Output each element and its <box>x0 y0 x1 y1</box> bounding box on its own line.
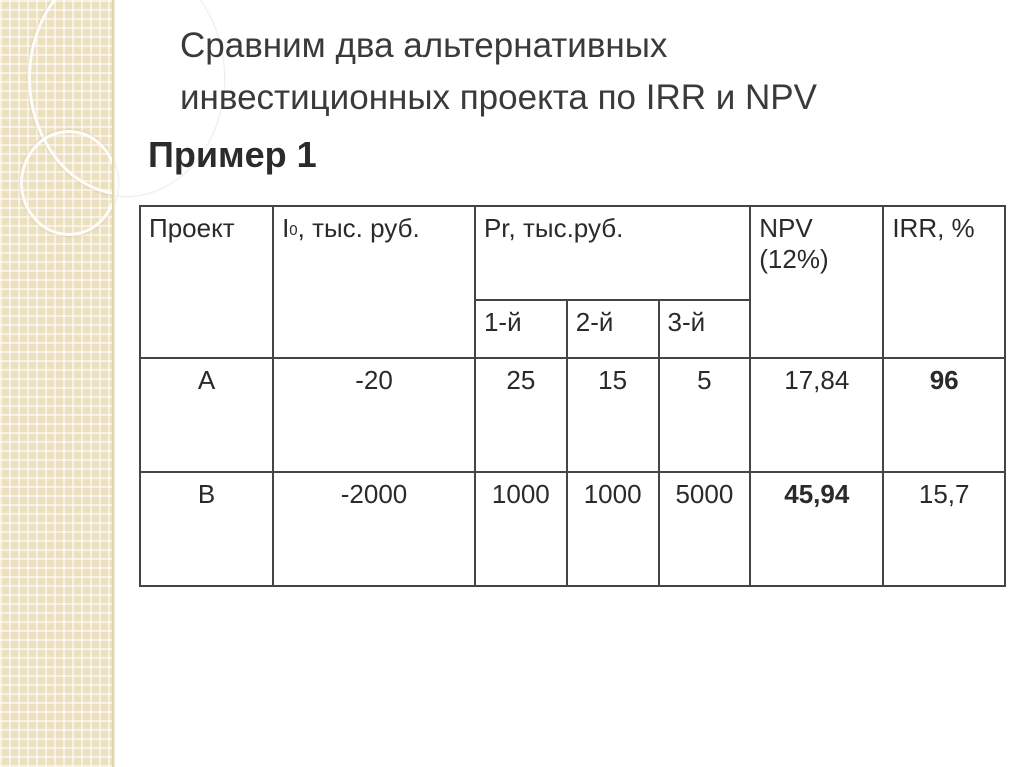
cell-p2: 15 <box>567 358 659 472</box>
cell-i0: -2000 <box>273 472 475 586</box>
subheader-year-1: 1-й <box>475 300 567 358</box>
cell-p2: 1000 <box>567 472 659 586</box>
cell-irr: 96 <box>883 358 1005 472</box>
slide-title-line-1: Сравним два альтернативных <box>180 26 668 65</box>
cell-p3: 5 <box>659 358 751 472</box>
cell-project: A <box>140 358 273 472</box>
header-i0-symbol: I <box>282 213 290 243</box>
header-project: Проект <box>140 206 273 358</box>
header-npv-line-2: (12%) <box>759 244 829 274</box>
cell-p1: 25 <box>475 358 567 472</box>
slide-title-line-2: инвестиционных проекта по IRR и NPV <box>180 78 817 117</box>
header-i0 <box>273 206 475 358</box>
cell-p3: 5000 <box>659 472 751 586</box>
header-irr: IRR, % <box>883 206 1005 358</box>
example-heading: Пример 1 <box>148 134 317 175</box>
header-i0-unit: , тыс. руб. <box>297 213 420 243</box>
cell-npv: 45,94 <box>750 472 883 586</box>
subheader-year-2: 2-й <box>567 300 659 358</box>
slide-title <box>180 20 980 124</box>
cell-project: B <box>140 472 273 586</box>
sidebar-edge <box>112 0 115 767</box>
table-header-row <box>140 206 1005 300</box>
cell-npv: 17,84 <box>750 358 883 472</box>
cell-i0: -20 <box>273 358 475 472</box>
header-npv-line-1: NPV <box>759 213 813 243</box>
comparison-table <box>139 205 1006 587</box>
header-pr: Pr, тыс.руб. <box>475 206 750 300</box>
header-npv <box>750 206 883 358</box>
table-row <box>140 358 1005 472</box>
decorative-sidebar <box>0 0 112 767</box>
cell-p1: 1000 <box>475 472 567 586</box>
cell-irr: 15,7 <box>883 472 1005 586</box>
decorative-ring-small <box>20 130 118 236</box>
table-row <box>140 472 1005 586</box>
header-i0-index: 0 <box>289 222 298 239</box>
subheader-year-3: 3-й <box>659 300 751 358</box>
